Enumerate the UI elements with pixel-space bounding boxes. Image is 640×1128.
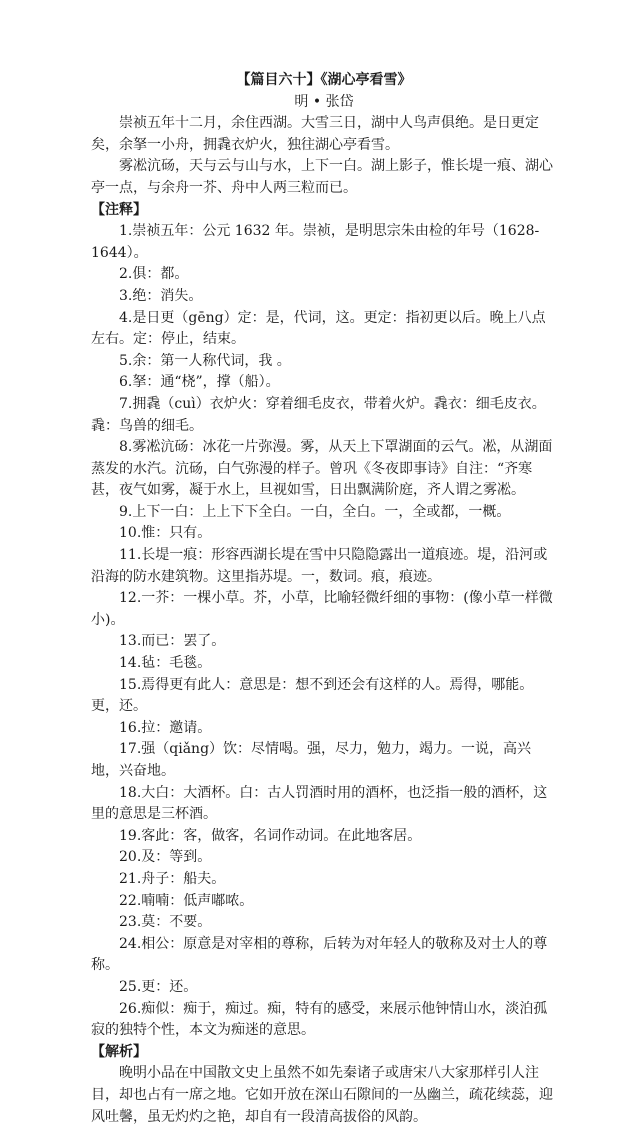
note-item: 9.上下一白：上上下下全白。一白，全白。一，全或都，一概。	[119, 503, 511, 520]
note-item: 6.拏：通“桡”，撑（船）。	[119, 374, 280, 391]
note-item: 21.舟子：船夫。	[119, 870, 226, 887]
note-item: 22.喃喃：低声嘟哝。	[119, 892, 254, 909]
note-item: 25.更：还。	[119, 978, 198, 995]
note-item: 10.惟：只有。	[119, 525, 212, 542]
note-item: 17.强（qiǎng）饮：尽情喝。强，尽力，勉力，竭力。一说，高兴地，兴奋地。	[91, 741, 532, 779]
analysis-heading: 【解析】	[91, 1043, 147, 1060]
analysis-paragraph: 晚明小品在中国散文史上虽然不如先秦诸子或唐宋八大家那样引人注目，却也占有一席之地。它如开放在深山石隙间的一丛幽兰，疏花续蕊，迎风吐馨，虽无灼灼之艳，却自有一段清高拔俗的风韵。	[91, 1065, 553, 1125]
note-item: 7.拥毳（cuì）衣炉火：穿着细毛皮衣，带着火炉。毳衣：细毛皮衣。毳：鸟兽的细毛。	[91, 395, 546, 434]
note-item: 16.拉：邀请。	[119, 719, 212, 736]
note-item: 2.俱：都。	[119, 266, 189, 283]
note-item: 3.绝：消失。	[119, 287, 203, 304]
note-item: 20.及：等到。	[119, 849, 212, 866]
note-item: 19.客此：客，做客，名词作动词。在此地客居。	[119, 827, 422, 844]
note-item: 14.毡：毛毯。	[119, 655, 212, 672]
note-item: 13.而已：罢了。	[119, 633, 226, 650]
note-item: 5.余：第一人称代词，我 。	[119, 352, 291, 369]
note-item: 1.崇祯五年：公元 1632 年。崇祯，是明思宗朱由检的年号（1628-1644）。	[91, 223, 540, 261]
note-item: 12.一芥：一棵小草。芥，小草，比喻轻微纤细的事物：(像小草一样微小)。	[91, 590, 553, 628]
notes-heading: 【注释】	[91, 201, 147, 218]
note-item: 23.莫：不要。	[119, 914, 212, 931]
note-item: 26.痴似：痴于，痴过。痴，特有的感受，来展示他钟情山水，淡泊孤寂的独特个性，本文为痴迷的意思。	[91, 1000, 548, 1039]
note-item: 24.相公：原意是对宰相的尊称，后转为对年轻人的敬称及对士人的尊称。	[91, 935, 548, 974]
note-item: 8.雾凇沆砀：冰花一片弥漫。雾，从天上下罩湖面的云气。凇，从湖面蒸发的水汽。沆砀，白气弥漫的样子。曾巩《冬夜即事诗》自注：“齐寒甚，夜气如雾，凝于水上，旦视如雪，日出飘满阶庭，齐人谓之雾凇。	[91, 439, 553, 499]
note-item: 4.是日更（gēng）定：是，代词，这。更定：指初更以后。晚上八点左右。定：停止，结束。	[91, 309, 546, 348]
note-item: 18.大白：大酒杯。白：古人罚酒时用的酒杯，也泛指一般的酒杯，这里的意思是三杯酒。	[91, 784, 548, 823]
note-item: 11.长堤一痕：形容西湖长堤在雪中只隐隐露出一道痕迹。堤，沿河或沿海的防水建筑物。这里指苏堤。一，数词。痕，痕迹。	[91, 547, 548, 585]
original-text-paragraph: 雾凇沆砀，天与云与山与水，上下一白。湖上影子，惟长堤一痕、湖心亭一点，与余舟一芥、舟中人两三粒而已。	[91, 158, 553, 196]
document-author: 明 • 张岱	[294, 93, 354, 110]
note-item: 15.焉得更有此人：意思是：想不到还会有这样的人。焉得，哪能。更，还。	[91, 676, 534, 715]
document-title: 【篇目六十】《湖心亭看雪》	[236, 72, 412, 88]
original-text-paragraph: 崇祯五年十二月，余住西湖。大雪三日，湖中人鸟声俱绝。是日更定矣，余拏一小舟，拥毳衣炉火，独往湖心亭看雪。	[91, 115, 539, 153]
